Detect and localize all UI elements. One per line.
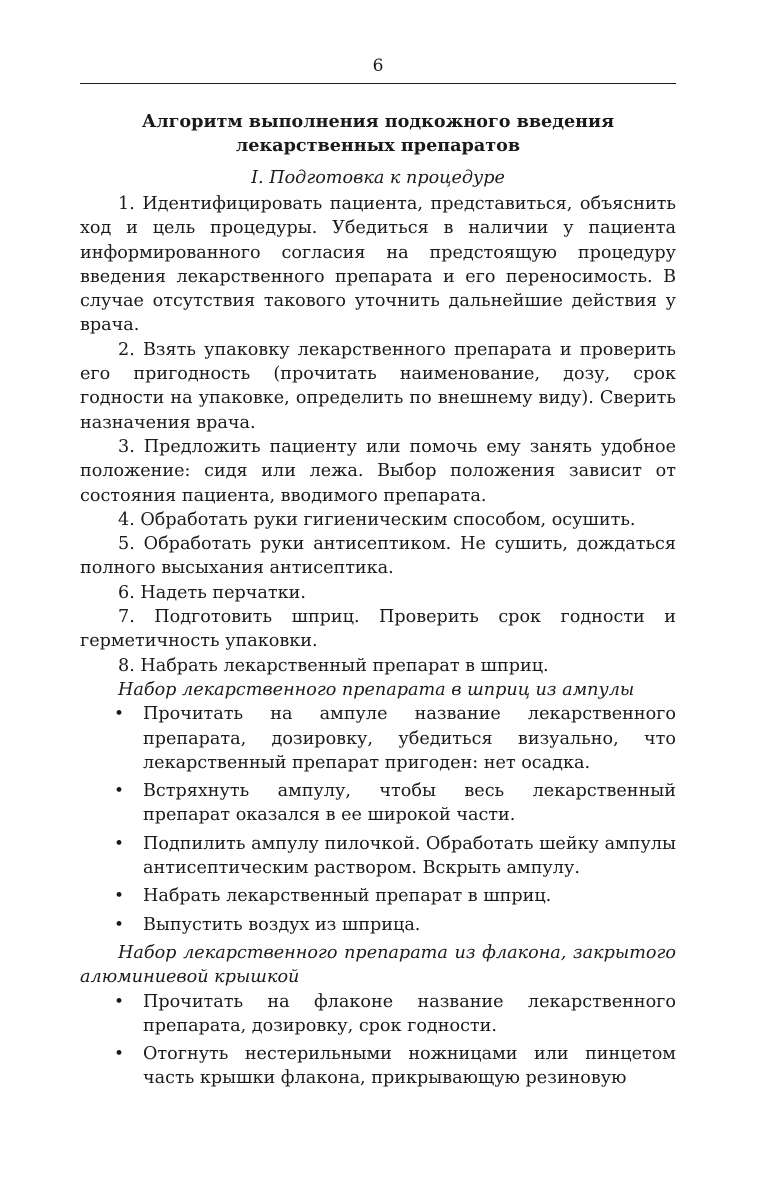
title-line-1: Алгоритм выполнения подкожного введения xyxy=(141,111,615,132)
step-8: 8. Набрать лекарственный препарат в шприц. xyxy=(118,655,549,676)
title-line-2: лекарственных препаратов xyxy=(235,135,521,156)
bullet-icon: • xyxy=(114,886,125,907)
list-item-text: Отогнуть нестерильными ножницами или пинцетом часть крышки флакона, прикрывающую резиновую xyxy=(143,1044,676,1089)
list-item xyxy=(80,702,676,775)
step-4: 4. Обработать руки гигиеническим способом, осушить. xyxy=(118,509,636,530)
list-item xyxy=(80,990,676,1039)
list-item-text: Выпустить воздух из шприца. xyxy=(143,914,421,935)
list-item-text: Набрать лекарственный препарат в шприц. xyxy=(143,886,552,907)
list-item xyxy=(80,1042,676,1091)
list-item xyxy=(80,884,676,908)
list-item-text: Прочитать на ампуле название лекарственного препарата, дозировку, убедиться визуально, что лекарственный препарат пригоден: нет осадка. xyxy=(143,704,676,773)
step-5: 5. Обработать руки антисептиком. Не сушить, дождаться полного высыхания антисептика. xyxy=(80,534,676,579)
bullet-icon: • xyxy=(114,991,125,1012)
list-item xyxy=(80,779,676,828)
section-title: I. Подготовка к процедуре xyxy=(251,168,505,188)
list-item xyxy=(80,913,676,937)
step-7: 7. Подготовить шприц. Проверить срок годности и герметичность упаковки. xyxy=(80,607,676,652)
ampoule-subheading: Набор лекарственного препарата в шприц из ампулы xyxy=(118,679,635,700)
bullet-icon: • xyxy=(114,833,125,854)
bullet-icon: • xyxy=(114,1044,125,1065)
vial-list xyxy=(80,990,676,1091)
step-1: 1. Идентифицировать пациента, представиться, объяснить ход и цель процедуры. Убедиться в наличии у пациента информированного согласия на предстоящую процедуру введения лекарственного препарата и его переносимость. В случае отсутствия такового уточнить дальнейшие действия у врача. xyxy=(80,194,676,336)
page xyxy=(80,55,676,1091)
step-3: 3. Предложить пациенту или помочь ему занять удобное положение: сидя или лежа. Выбор положения зависит от состояния пациента, вводимого препарата. xyxy=(80,436,676,506)
page-number: 6 xyxy=(372,56,384,76)
vial-subheading: Набор лекарственного препарата из флакона, закрытого алюминиевой крышкой xyxy=(80,942,676,988)
list-item-text: Встряхнуть ампулу, чтобы весь лекарственный препарат оказался в ее широкой части. xyxy=(143,781,676,826)
list-item-text: Подпилить ампулу пилочкой. Обработать шейку ампулы антисептическим раствором. Вскрыть ампулу. xyxy=(143,833,676,879)
list-item xyxy=(80,832,676,881)
ampoule-list xyxy=(80,702,676,937)
bullet-icon: • xyxy=(114,781,125,802)
list-item-text: Прочитать на флаконе название лекарственного препарата, дозировку, срок годности. xyxy=(143,991,676,1036)
step-6: 6. Надеть перчатки. xyxy=(118,582,306,603)
header-rule xyxy=(80,83,676,84)
document-title xyxy=(80,110,676,158)
bullet-icon: • xyxy=(114,704,125,725)
bullet-icon: • xyxy=(114,914,125,935)
step-2: 2. Взять упаковку лекарственного препарата и проверить его пригодность (прочитать наименование, дозу, срок годности на упаковке, определить по внешнему виду). Сверить назначения врача. xyxy=(80,339,676,433)
